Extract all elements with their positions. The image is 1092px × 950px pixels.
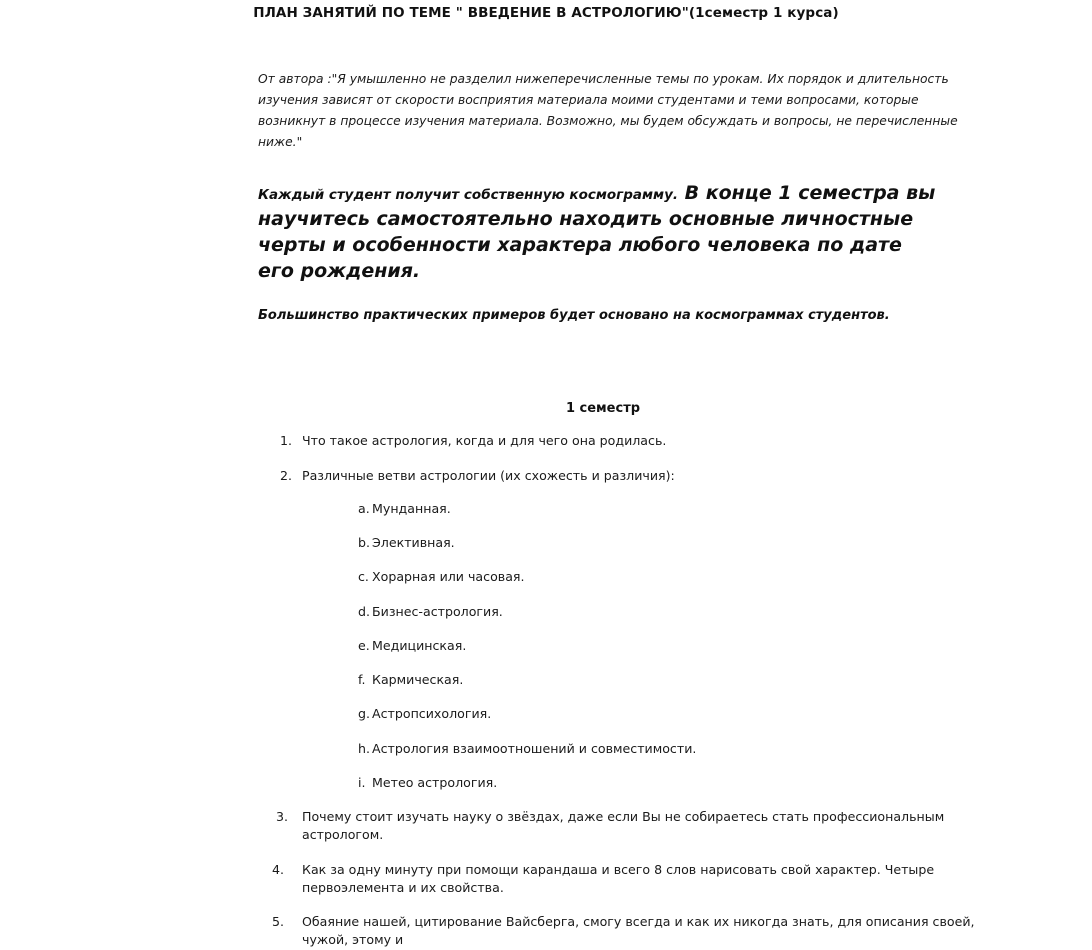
page-title: ПЛАН ЗАНЯТИЙ ПО ТЕМЕ " ВВЕДЕНИЕ В АСТРОЛОГИЮ"(1семестр 1 курса) [253, 5, 839, 21]
semester-heading: 1 семестр [565, 401, 641, 417]
list-item [280, 432, 992, 450]
practice-note: Большинство практических примеров будет основано на космограммах студентов. [258, 308, 890, 324]
list-item [272, 861, 992, 898]
list-item-label: Почему стоит изучать науку о звёздах, даже если Вы не собираетесь стать профессиональным астрологом. [302, 809, 945, 843]
list-item-label: Различные ветви астрологии (их схожесть и различия): [302, 467, 675, 483]
list-item [302, 534, 992, 552]
list-item [302, 774, 992, 792]
list-item-number: 1. [280, 433, 293, 449]
list-item-number: 2. [280, 467, 293, 483]
promise-paragraph [258, 180, 938, 285]
promise-lead-text: Каждый студент получит собственную космограмму. [258, 186, 679, 203]
list-item-label: Что такое астрология, когда и для чего она родилась. [302, 433, 667, 449]
list-item-label: Медицинская. [372, 637, 467, 653]
list-item [302, 603, 992, 621]
list-item-number: b. [358, 535, 370, 551]
list-item [302, 568, 992, 586]
list-item-label: Кармическая. [372, 672, 464, 688]
list-item-label: Мунданная. [372, 500, 451, 516]
promise-main-text: В конце 1 семестра вы научитесь самостоятельно находить основные личностные черты и особенности характера любого человека по дате его рождения. [258, 181, 936, 283]
list-item-number: 4. [272, 861, 285, 877]
list-item-number: c. [358, 569, 369, 585]
list-item-label: Обаяние нашей, цитирование Вайсберга, смогу всегда и как их никогда знать, для описания своей, чужой, этому и [302, 914, 975, 948]
list-item [302, 500, 992, 518]
list-item [280, 467, 992, 793]
list-item [302, 705, 992, 723]
list-item-number: e. [358, 637, 370, 653]
list-item-label: Метео астрология. [372, 774, 498, 790]
list-item-number: 5. [272, 914, 285, 930]
list-item-number: h. [358, 740, 370, 756]
author-note: От автора :"Я умышленно не разделил нижеперечисленные темы по урокам. Их порядок и длительность изучения зависят от скорости восприятия материала моими студентами и теми вопросами, которые возникнут в процессе изучения материала. Возможно, мы будем обсуждать и вопросы, не перечисленные ниже." [258, 72, 958, 150]
list-item-label: Бизнес-астрология. [372, 603, 503, 619]
list-item [302, 740, 992, 758]
list-item-label: Элективная. [372, 535, 455, 551]
list-item [302, 637, 992, 655]
list-item-label: Как за одну минуту при помощи карандаша и всего 8 слов нарисовать свой характер. Четыре первоэлемента и их свойства. [302, 861, 935, 895]
syllabus-sublist [302, 500, 992, 792]
list-item-label: Хорарная или часовая. [372, 569, 525, 585]
list-item-label: Астрология взаимоотношений и совместимости. [372, 740, 697, 756]
list-item-number: i. [358, 774, 366, 790]
list-item-number: a. [358, 500, 370, 516]
list-item [276, 808, 992, 845]
list-item-number: 3. [276, 809, 289, 825]
list-item-number: d. [358, 603, 370, 619]
syllabus-list [258, 432, 992, 949]
document-body [258, 69, 992, 950]
list-item [302, 671, 992, 689]
list-item-label: Астропсихология. [372, 706, 492, 722]
list-item [272, 913, 992, 950]
list-item-number: g. [358, 706, 370, 722]
list-item-number: f. [358, 672, 366, 688]
